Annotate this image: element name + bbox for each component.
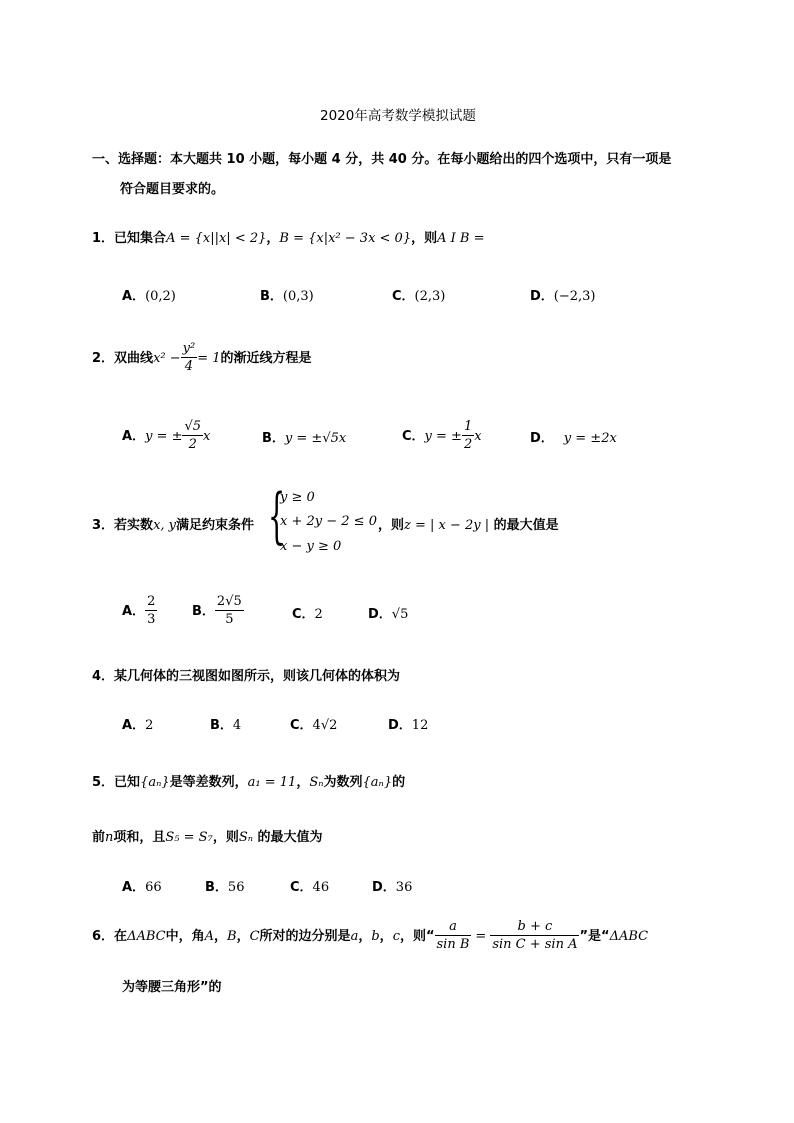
- option-label: D．: [530, 431, 554, 446]
- option-a[interactable]: [122, 418, 210, 453]
- math-expr: = 1: [197, 351, 221, 366]
- question-3: [92, 514, 254, 533]
- option-value: 4√2: [312, 718, 338, 733]
- side-a: a: [350, 929, 359, 944]
- question-number: 5．: [92, 775, 115, 790]
- option-d[interactable]: [372, 876, 412, 895]
- question-text: 若实数: [114, 518, 154, 533]
- question-text: 已知: [114, 775, 141, 790]
- question-text: ”是“: [579, 929, 610, 944]
- constraint-2: x + 2y − 2 ≤ 0: [280, 514, 377, 529]
- separator: ，: [266, 231, 280, 246]
- option-c[interactable]: [292, 603, 323, 622]
- question-6-cont: 为等腰三角形”的: [122, 980, 222, 995]
- option-value: 2: [314, 607, 323, 622]
- question-number: 1．: [92, 231, 115, 246]
- question-text: 已知集合: [114, 231, 167, 246]
- option-label: D．: [368, 607, 392, 622]
- fraction: [435, 918, 472, 953]
- question-1: [92, 227, 485, 246]
- option-c[interactable]: [402, 418, 482, 453]
- partial-sum: Sₙ: [238, 830, 254, 845]
- constraint-1: y ≥ 0: [280, 490, 315, 505]
- option-label: A．: [122, 429, 146, 444]
- fraction: [462, 418, 474, 453]
- separator: ，: [379, 929, 393, 944]
- option-b[interactable]: [262, 427, 346, 446]
- option-c[interactable]: [290, 714, 337, 733]
- question-text: 的最大值为: [253, 830, 323, 845]
- question-number: 3．: [92, 518, 115, 533]
- separator: ，: [214, 929, 228, 944]
- denominator: 5: [225, 612, 234, 627]
- option-label: A．: [122, 718, 146, 733]
- option-label: C．: [292, 607, 315, 622]
- triangle: ΔABC: [127, 929, 166, 944]
- sequence: {aₙ}: [362, 775, 393, 790]
- fraction: [145, 593, 157, 628]
- option-c[interactable]: [392, 285, 445, 304]
- question-text: 的最大值是: [489, 518, 559, 533]
- option-label: A．: [122, 289, 146, 304]
- fraction: [215, 593, 244, 628]
- denominator: 4: [184, 359, 194, 374]
- question-text: 的渐近线方程是: [220, 351, 312, 366]
- question-text: 满足约束条件: [176, 518, 255, 533]
- question-text: 中，角: [165, 929, 205, 944]
- angle-a: A: [204, 929, 214, 944]
- option-label: D．: [372, 880, 396, 895]
- option-label: B．: [262, 431, 285, 446]
- option-d[interactable]: [530, 285, 596, 304]
- separator: ，: [236, 929, 250, 944]
- math-expr: x² −: [153, 351, 181, 366]
- angle-c: C: [249, 929, 260, 944]
- section-header: 一、选择题：本大题共 10 小题，每小题 4 分，共 40 分。在每小题给出的四个选项中，只有一项是: [92, 152, 672, 167]
- side-b: b: [371, 929, 380, 944]
- option-label: B．: [260, 289, 283, 304]
- option-value: y = ±: [424, 429, 462, 444]
- option-value: (0,3): [282, 289, 314, 304]
- numerator: 2√5: [216, 594, 242, 609]
- option-label: C．: [290, 880, 313, 895]
- numerator: 2: [147, 594, 156, 609]
- option-value: y = ±2x: [563, 431, 617, 446]
- question-2: [92, 340, 312, 375]
- question-5: [92, 771, 405, 790]
- question-text: ，则: [212, 830, 239, 845]
- option-value: 36: [395, 880, 413, 895]
- variable: n: [105, 830, 114, 845]
- numerator: 1: [463, 419, 473, 434]
- option-b[interactable]: [210, 714, 241, 733]
- option-value: (2,3): [414, 289, 446, 304]
- numerator: a: [435, 918, 472, 936]
- question-text: 是等差数列，: [169, 775, 248, 790]
- denominator: 2: [463, 437, 473, 452]
- side-c: c: [392, 929, 400, 944]
- question-5-cont: [92, 826, 323, 845]
- partial-sum: Sₙ: [309, 775, 324, 790]
- objective: z = | x − 2y |: [404, 518, 490, 533]
- question-text: 双曲线: [114, 351, 154, 366]
- option-a[interactable]: [122, 593, 157, 628]
- option-d[interactable]: [530, 427, 617, 446]
- option-d[interactable]: [368, 603, 408, 622]
- option-c[interactable]: [290, 876, 329, 895]
- denominator: sin C + sin A: [492, 937, 578, 952]
- option-value: (−2,3): [553, 289, 596, 304]
- option-value: √5: [391, 607, 409, 622]
- option-b[interactable]: [205, 876, 244, 895]
- question-text: ，则“: [399, 929, 435, 944]
- first-term: a₁ = 11: [247, 775, 297, 790]
- question-text: 所对的边分别是: [259, 929, 351, 944]
- option-a[interactable]: [122, 714, 153, 733]
- condition: S₅ = S₇: [165, 830, 213, 845]
- numerator: √5: [184, 419, 202, 434]
- question-6: [92, 918, 648, 953]
- question-number: 6．: [92, 929, 115, 944]
- variables: x, y: [153, 518, 177, 533]
- angle-b: B: [227, 929, 237, 944]
- question-number: 4．: [92, 669, 115, 684]
- numerator: b + c: [490, 918, 579, 936]
- question-text: 项和，且: [113, 830, 166, 845]
- option-value: 56: [227, 880, 245, 895]
- option-value: 12: [411, 718, 429, 733]
- option-label: B．: [192, 604, 215, 619]
- option-label: A．: [122, 604, 146, 619]
- option-a[interactable]: [122, 876, 162, 895]
- option-label: D．: [388, 718, 412, 733]
- option-label: B．: [210, 718, 233, 733]
- denominator: sin B: [436, 937, 470, 952]
- separator: ，: [296, 775, 310, 790]
- option-value: 2: [145, 718, 154, 733]
- option-a[interactable]: [122, 285, 176, 304]
- denominator: 2: [188, 437, 197, 452]
- option-label: B．: [205, 880, 228, 895]
- option-value: 66: [145, 880, 162, 895]
- option-value: 4: [232, 718, 242, 733]
- question-3-tail: [378, 514, 559, 533]
- question-text: 为数列: [323, 775, 363, 790]
- option-label: C．: [402, 429, 425, 444]
- left-brace: {: [268, 481, 286, 551]
- option-b[interactable]: [192, 593, 244, 628]
- constraint-3: x − y ≥ 0: [280, 539, 342, 554]
- separator: ，: [358, 929, 372, 944]
- option-label: D．: [530, 289, 554, 304]
- question-text: ，则: [411, 231, 438, 246]
- set-a: A = {x||x| < 2}: [166, 231, 267, 246]
- option-d[interactable]: [388, 714, 428, 733]
- numerator: y²: [182, 341, 196, 356]
- question-text: ，则: [378, 518, 405, 533]
- sequence: {aₙ}: [140, 775, 170, 790]
- triangle: ΔABC: [609, 929, 649, 944]
- option-label: C．: [290, 718, 313, 733]
- fraction: [490, 918, 579, 953]
- denominator: 3: [147, 612, 156, 627]
- option-value: 46: [312, 880, 330, 895]
- set-b: B = {x|x² − 3x < 0}: [279, 231, 412, 246]
- expression: A I B =: [437, 231, 485, 246]
- fraction: [181, 340, 198, 375]
- question-text: 某几何体的三视图如图所示，则该几何体的体积为: [114, 669, 401, 684]
- option-b[interactable]: [260, 285, 314, 304]
- question-text: 的: [392, 775, 406, 790]
- option-value: x: [203, 429, 211, 444]
- option-label: A．: [122, 880, 146, 895]
- question-4: [92, 665, 400, 684]
- option-value: x: [474, 429, 482, 444]
- section-header-cont: 符合题目要求的。: [120, 182, 225, 197]
- option-value: (0,2): [145, 289, 176, 304]
- fraction: [182, 418, 203, 453]
- question-text: 在: [114, 929, 128, 944]
- question-number: 2．: [92, 351, 115, 366]
- page-title: 2020年高考数学模拟试题: [320, 108, 476, 124]
- option-label: C．: [392, 289, 415, 304]
- equals: =: [475, 929, 487, 944]
- question-text: 前: [92, 830, 106, 845]
- option-value: y = ±: [145, 429, 183, 444]
- option-value: y = ±√5x: [284, 431, 347, 446]
